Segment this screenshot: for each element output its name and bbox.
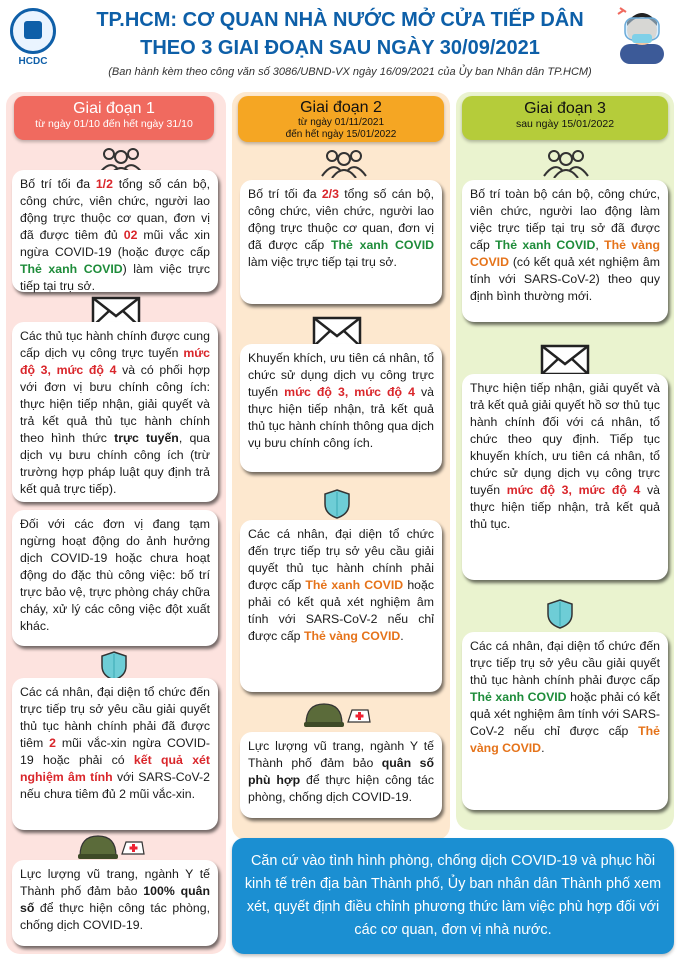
text: , qua dịch vụ bưu chính công ích (trừ trường hợp pháp luật quy định trả kết quả trực tiếp). bbox=[20, 431, 210, 496]
highlight: 1/2 bbox=[95, 177, 113, 191]
stage-1-suspended-units-box bbox=[12, 510, 218, 646]
text: và có phối hợp với đơn vị bưu chính công ích: thực hiện tiếp nhận, giải quyết và trả kết quả thủ tục hành chính theo hình thức bbox=[20, 363, 210, 445]
stage-3-name: Giai đoạn 3 bbox=[524, 100, 606, 117]
stage-1-staffing-box bbox=[12, 170, 218, 292]
highlight: Thẻ xanh COVID bbox=[331, 238, 434, 252]
highlight: trực tuyến bbox=[114, 431, 179, 445]
doctor-illustration-icon bbox=[614, 4, 670, 64]
highlight: kết quả xét nghiệm âm tính bbox=[20, 753, 210, 784]
stage-3-staffing-box bbox=[462, 180, 668, 322]
text: Lực lượng vũ trang, ngành Y tế Thành phố đảm bảo bbox=[248, 739, 434, 770]
text: (có kết quả xét nghiệm âm tính với SARS-CoV-2) theo quy định bình thường mới. bbox=[470, 255, 660, 303]
hcdc-logo-icon bbox=[10, 8, 56, 54]
stage-1-online-services-box bbox=[12, 322, 218, 502]
highlight: mức độ 3, mức độ 4 bbox=[506, 483, 641, 497]
text: tổng số cán bộ, công chức, viên chức, người lao động trực thuộc cơ quan, đơn vị đã được tiêm đủ bbox=[20, 177, 210, 242]
text: Bố trí toàn bộ cán bộ, công chức, viên chức, người lao động làm việc trực tiếp tại trụ sở đã được cấp bbox=[470, 187, 660, 252]
highlight: mức độ 3, mức độ 4 bbox=[284, 385, 415, 399]
text: để thực hiện công tác phòng, chống dịch COVID-19. bbox=[248, 773, 435, 804]
stage-3-range: sau ngày 15/01/2022 bbox=[515, 118, 615, 130]
highlight: mức độ 3, mức độ 4 bbox=[20, 346, 210, 377]
page-title bbox=[70, 6, 610, 62]
text: , bbox=[595, 238, 605, 252]
text: và thực hiện tiếp nhận, trả kết quả thủ tục hành chính thông qua dịch vụ bưu chính công ích. bbox=[248, 385, 435, 450]
highlight: 2/3 bbox=[321, 187, 339, 201]
highlight: 100% quân số bbox=[20, 884, 210, 915]
text: . bbox=[400, 629, 404, 643]
page-subtitle: (Ban hành kèm theo công văn số 3086/UBND-VX ngày 16/09/2021 của Ủy ban Nhân dân TP.HCM) bbox=[108, 66, 592, 78]
stage-2-staffing-box bbox=[240, 180, 442, 304]
text: Lực lượng vũ trang, ngành Y tế Thành phố đảm bảo bbox=[20, 867, 210, 898]
helmet-and-nurse-cap-icon bbox=[76, 832, 146, 862]
text: Các cá nhân, đại diện tổ chức đến trực tiếp trụ sở yêu cầu giải quyết thủ tục hành chính phải được cấp bbox=[470, 639, 660, 687]
text: để thực hiện công tác phòng, chống dịch COVID-19. bbox=[20, 901, 210, 932]
text: và thực hiện tiếp nhận, trả kết quả thủ tục. bbox=[470, 483, 661, 531]
stage-1-range: từ ngày 01/10 đến hết ngày 31/10 bbox=[35, 118, 193, 130]
people-icon bbox=[540, 148, 592, 178]
highlight: Thẻ vàng COVID bbox=[470, 238, 660, 269]
text: ) làm việc trực tiếp tại trụ sở. bbox=[20, 262, 210, 293]
text: Các cá nhân, đại diện tổ chức đến trực tiếp trụ sở yêu cầu giải quyết thủ tục hành chính phải đã được tiêm bbox=[20, 685, 210, 750]
stage-3-header bbox=[462, 96, 668, 140]
stage-2-name: Giai đoạn 2 bbox=[300, 99, 382, 116]
shield-icon bbox=[546, 598, 574, 630]
text: Thực hiện tiếp nhận, giải quyết và trả kết quả giải quyết hồ sơ thủ tục hành chính đối với cá nhân, tổ chức theo quy định. Tiếp tục khuyến khích, ưu tiên cá nhân, tổ chức sử dụng dịch vụ công trực tuyến bbox=[470, 381, 660, 497]
stage-1-forces-box bbox=[12, 860, 218, 946]
stage-2-range-line-1: từ ngày 01/11/2021 bbox=[297, 117, 385, 128]
text: mũi vắc xin ngừa COVID-19 (hoặc được cấp bbox=[20, 228, 210, 259]
stage-1-name: Giai đoạn 1 bbox=[73, 100, 155, 117]
text: Các cá nhân, đại diện tổ chức đến trực tiếp trụ sở yêu cầu giải quyết thủ tục hành chính phải được cấp bbox=[248, 527, 434, 592]
highlight: Thẻ xanh COVID bbox=[305, 578, 404, 592]
highlight: Thẻ vàng COVID bbox=[303, 629, 401, 643]
text: mũi vắc-xin ngừa COVID-19 hoặc phải có bbox=[20, 736, 210, 767]
text: Khuyến khích, ưu tiên cá nhân, tổ chức sử dụng dịch vụ công trực tuyến bbox=[248, 351, 434, 399]
text: Bố trí tối đa bbox=[248, 187, 322, 201]
shield-icon bbox=[323, 488, 351, 520]
title-line-1: TP.HCM: CƠ QUAN NHÀ NƯỚC MỞ CỬA TIẾP DÂN bbox=[96, 9, 584, 31]
header bbox=[0, 0, 680, 90]
text: làm việc trực tiếp tại trụ sở. bbox=[248, 255, 397, 269]
text: . bbox=[541, 741, 545, 755]
stage-2-header bbox=[238, 96, 444, 142]
mail-icon bbox=[540, 344, 590, 376]
stage-3-citizens-box bbox=[462, 632, 668, 810]
stage-1-citizens-box bbox=[12, 678, 218, 830]
stage-2-online-services-box bbox=[240, 344, 442, 472]
stage-2-range-line-2: đến hết ngày 15/01/2022 bbox=[285, 129, 397, 140]
stage-3-processing-box bbox=[462, 374, 668, 580]
people-icon bbox=[318, 148, 370, 178]
text: Các thủ tục hành chính được cung cấp dịch vụ công trực tuyến bbox=[20, 329, 210, 360]
stage-2-forces-box bbox=[240, 732, 442, 818]
highlight: Thẻ vàng COVID bbox=[470, 724, 660, 755]
highlight: Thẻ xanh COVID bbox=[20, 262, 123, 276]
highlight: Thẻ xanh COVID bbox=[470, 690, 567, 704]
title-line-2: THEO 3 GIAI ĐOẠN SAU NGÀY 30/09/2021 bbox=[140, 37, 540, 59]
hcdc-logo bbox=[8, 8, 58, 67]
text: Đối với các đơn vị đang tạm ngừng hoạt động do ảnh hưởng dịch COVID-19 hoặc chưa hoạt động do đặc thù công việc: bố trí trực bảo vệ, trực phòng cháy chữa cháy, xử lý các công việc đột xuất khác. bbox=[20, 517, 210, 633]
highlight: 02 bbox=[123, 228, 138, 242]
logo-text: HCDC bbox=[18, 56, 48, 67]
highlight: Thẻ xanh COVID bbox=[495, 238, 596, 252]
highlight: quân số phù hợp bbox=[248, 756, 434, 787]
bottom-note: Căn cứ vào tình hình phòng, chống dịch COVID-19 và phục hồi kinh tế trên địa bàn Thành phố, Ủy ban nhân dân Thành phố xem xét, quyết định điều chỉnh phương thức làm việc phù hợp đối với các cơ quan, đơn vị nhà nước. bbox=[232, 838, 674, 954]
highlight: 2 bbox=[49, 736, 56, 750]
helmet-and-nurse-cap-icon bbox=[302, 700, 372, 730]
text: hoặc phải có kết quả xét nghiệm âm tính với SARS-CoV-2 nếu chỉ được cấp bbox=[470, 690, 660, 738]
text: Bố trí tối đa bbox=[20, 177, 96, 191]
stage-1-header bbox=[14, 96, 214, 140]
text: hoặc phải có kết quả xét nghiệm âm tính với SARS-CoV-2 nếu chỉ được cấp bbox=[248, 578, 434, 643]
stage-2-citizens-box bbox=[240, 520, 442, 692]
text: tổng số cán bộ, công chức, viên chức, người lao động trực thuộc cơ quan, đơn vị đã được cấp bbox=[248, 187, 434, 252]
text: với SARS-CoV-2 nếu chưa tiêm đủ 2 mũi vắc-xin. bbox=[20, 770, 210, 801]
